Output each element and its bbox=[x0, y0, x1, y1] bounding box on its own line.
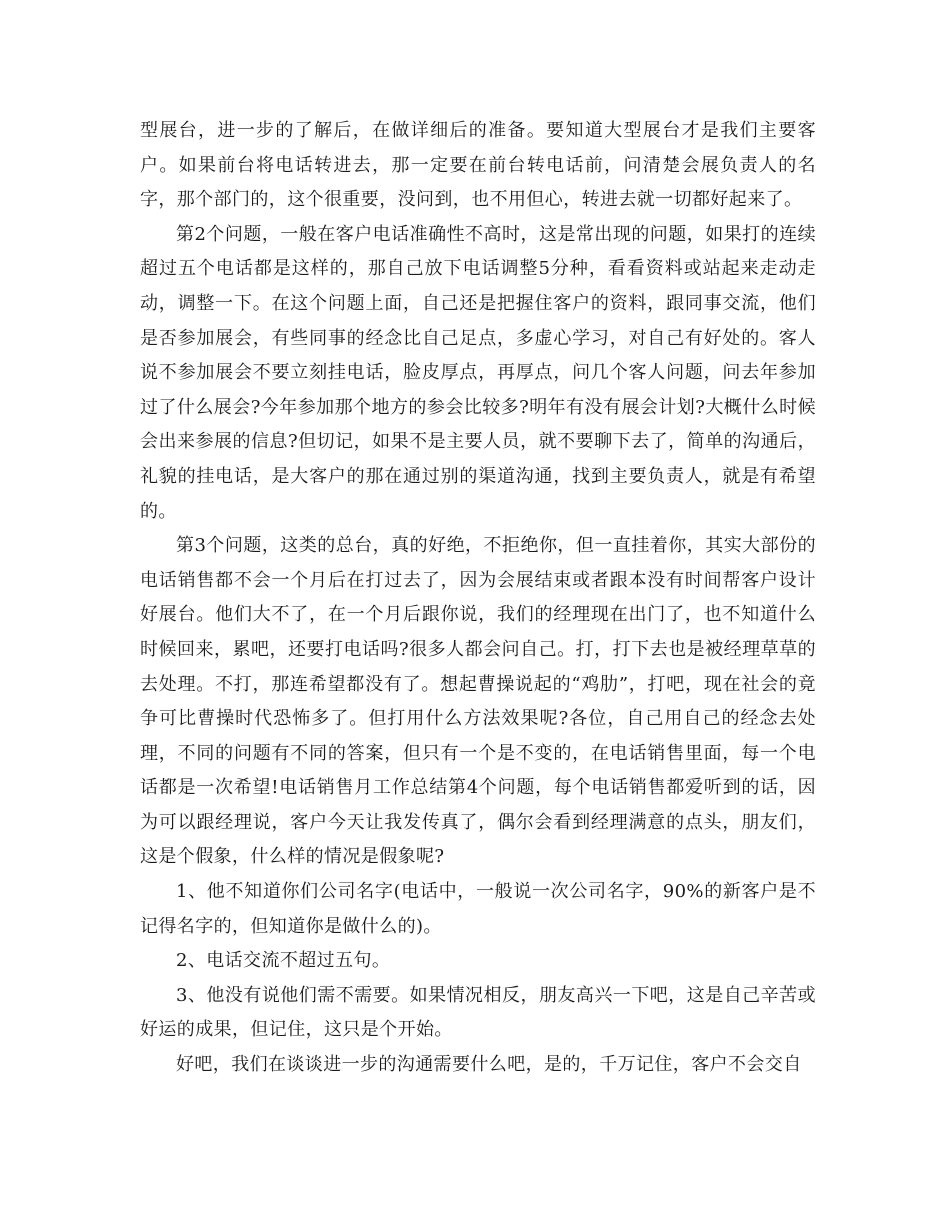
paragraph-2: 第2个问题，一般在客户电话准确性不高时，这是常出现的问题，如果打的连续超过五个电话都是这样的，那自己放下电话调整5分种，看看资料或站起来走动走动，调整一下。在这个问题上面，自己还是把握住客户的资料，跟同事交流，他们是否参加展会，有些同事的经念比自己足点，多虚心学习，对自己有好处的。客人说不参加展会不要立刻挂电话，脸皮厚点，再厚点，问几个客人问题，问去年参加过了什么展会?今年参加那个地方的参会比较多?明年有没有展会计划?大概什么时候会出来参展的信息?但切记，如果不是主要人员，就不要聊下去了，简单的沟通后，礼貌的挂电话，是大客户的那在通过别的渠道沟通，找到主要负责人，就是有希望的。 bbox=[140, 223, 816, 522]
paragraph-3: 第3个问题，这类的总台，真的好绝，不拒绝你，但一直挂着你，其实大部份的电话销售都不会一个月后在打过去了，因为会展结束或者跟本没有时间帮客户设计好展台。他们大不了，在一个月后跟你说，我们的经理现在出门了，也不知道什么时候回来，累吧，还要打电话吗?很多人都会问自己。打，打下去也是被经理草草的去处理。不打，那连希望都没有了。想起曹操说起的“鸡肋”，打吧，现在社会的竟争可比曹操时代恐怖多了。但打用什么方法效果呢?各位，自己用自己的经念去处理，不同的问题有不同的答案，但只有一个是不变的，在电话销售里面，每一个电话都是一次希望!电话销售月工作总结第4个问题，每个电话销售都爱听到的话，因为可以跟经理说，客户今天让我发传真了，偶尔会看到经理满意的点头，朋友们，这是个假象，什么样的情况是假象呢? bbox=[140, 535, 816, 868]
paragraph-4: 1、他不知道你们公司名字(电话中，一般说一次公司名字，90%的新客户是不记得名字的，但知道你是做什么的)。 bbox=[140, 881, 816, 937]
document-body bbox=[140, 114, 816, 1083]
paragraph-1: 型展台，进一步的了解后，在做详细后的准备。要知道大型展台才是我们主要客户。如果前台将电话转进去，那一定要在前台转电话前，问清楚会展负责人的名字，那个部门的，这个很重要，没问到，也不用但心，转进去就一切都好起来了。 bbox=[140, 120, 816, 211]
paragraph-7: 好吧，我们在谈谈进一步的沟通需要什么吧，是的，千万记住，客户不会交自 bbox=[176, 1054, 802, 1076]
paragraph-5: 2、电话交流不超过五句。 bbox=[176, 950, 391, 972]
paragraph-6: 3、他没有说他们需不需要。如果情况相反，朋友高兴一下吧，这是自己辛苦或好运的成果，但记住，这只是个开始。 bbox=[140, 984, 816, 1041]
